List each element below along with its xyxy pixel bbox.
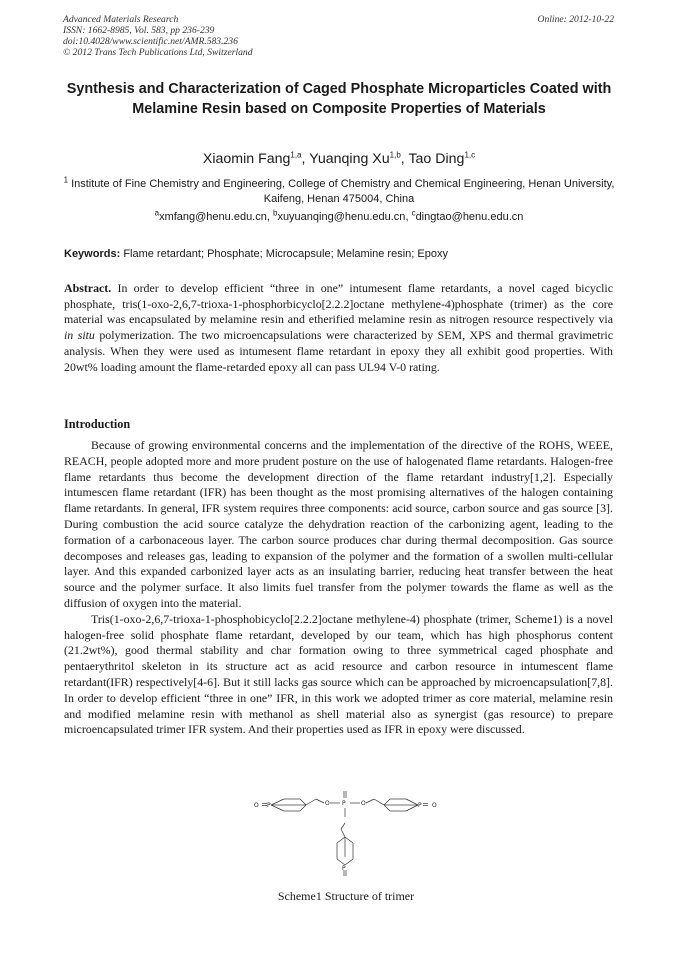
atom-label: P	[342, 800, 346, 807]
affiliation	[60, 177, 618, 207]
keywords	[64, 247, 616, 262]
keywords-label: Keywords:	[64, 248, 121, 260]
email-address[interactable]: xmfang@henu.edu.cn	[159, 211, 267, 223]
email-superscript: b	[272, 208, 278, 218]
atom-label: O	[325, 800, 330, 807]
introduction-paragraph-1: Because of growing environmental concerns and the implementation of the directive of the ROHS, WEEE, REACH, people adopted more and more prudent posture on the use of halogenated flame retardants. Halogen-free flame retardants thus become the development direction of the flame retardant industry[1,2]. Especially intumescen flame retardant (IFR) has been thought as the most promising alternatives of the halogen containing flame retardants. In general, IFR system requires three components: acid source, carbon source and gas source [3]. During combustion the acid source catalyze the dehydration reaction of the carbonizing agent, leading to the formation of a carbonaceous layer. The carbon source produces char during thermal decomposition. Gas source decomposes and releases gas, leading to expansion of the polymer and the formation of a swollen multi-cellular layer. And this expanded carbonized layer acts as an insulating barrier, reducing heat transfer between the heat source and the polymer surface. It also limits fuel transfer from the polymer towards the flame as well as the diffusion of oxygen into the material.	[64, 438, 613, 610]
introduction-paragraph-2: Tris(1-oxo-2,6,7-trioxa-1-phosphobicyclo[2.2.2]octane methylene-4) phosphate (trimer, Scheme1) is a novel halogen-free solid phosphate flame retardant, developed by our team, which has high phosphorus content (21.2wt%), good thermal stability and char formation owing to three symmetrical caged phosphate and pentaerythritol skeleton in its structure act as acid resource and carbon resource in intumescent flame retardant(IFR) respectively[4-6]. But it still lacks gas source which can be approached by microencapsulation[7,8]. In order to develop efficient “three in one” IFR, in this work we adopted trimer as core material, melamine resin and modified melamine resin with methanol as shell material also as synergist (gas resource) to prepare microencapsulated trimer IFR system. And their properties used as IFR in epoxy were discussed.	[64, 611, 613, 737]
affiliation-superscript: 1	[63, 175, 69, 185]
author-name: Yuanqing Xu	[309, 151, 390, 167]
email-address[interactable]: xuyuanqing@henu.edu.cn	[277, 211, 406, 223]
abstract	[64, 281, 613, 375]
keywords-text: Flame retardant; Phosphate; Microcapsule; Melamine resin; Epoxy	[123, 248, 448, 260]
atom-label: O	[254, 802, 259, 809]
doi-line: doi:10.4028/www.scientific.net/AMR.583.236	[63, 36, 238, 47]
author-superscript: 1,b	[389, 150, 401, 160]
atom-label: P	[267, 802, 271, 809]
affiliation-text: Institute of Fine Chemistry and Engineering, College of Chemistry and Chemical Engineering, Henan University, Kaifeng, Henan 475004, China	[71, 178, 615, 205]
atom-label: P	[418, 802, 422, 809]
author-superscript: 1,a	[290, 150, 302, 160]
atom-label: O	[432, 802, 437, 809]
author-separator: ,	[400, 151, 409, 167]
paper-title: Synthesis and Characterization of Caged Phosphate Microparticles Coated with Melamine Resin based on Composite Properties of Materials	[66, 81, 612, 117]
online-date: Online: 2012-10-22	[537, 14, 614, 25]
author-name: Xiaomin Fang	[202, 151, 291, 167]
author-name: Tao Ding	[408, 151, 465, 167]
abstract-text-continued: polymerization. The two microencapsulations were characterized by SEM, XPS and thermal gravimetric analysis. When they were used as intumesent flame retardant in epoxy they all exhibit good properties. With 20wt% loading amount the flame-retarded epoxy all can pass UL94 V-0 rating.	[64, 328, 613, 374]
author-superscript: 1,c	[464, 150, 476, 160]
author-separator: ,	[301, 151, 310, 167]
abstract-text: In order to develop efficient “three in one” intumesent flame retardants, a novel caged bicyclic phosphate, tris(1-oxo-2,6,7-trioxa-1-phosphorbicyclo[2.2.2]octane methylene-4)phosphate (trimer) as the core material was encapsulated by melamine resin and etherified melamine resin as nitrogen resource respectively via	[64, 281, 613, 327]
introduction-heading: Introduction	[64, 417, 131, 431]
issn-line: ISSN: 1662-8985, Vol. 583, pp 236-239	[63, 25, 215, 36]
trimer-structure-diagram	[250, 787, 440, 879]
email-address[interactable]: dingtao@henu.edu.cn	[415, 211, 524, 223]
scheme-caption: Scheme1 Structure of trimer	[277, 889, 415, 903]
introduction-body	[64, 438, 613, 738]
email-separator: ,	[405, 211, 412, 223]
email-list	[60, 210, 618, 225]
atom-label: P	[342, 865, 346, 872]
abstract-label: Abstract.	[64, 281, 112, 295]
copyright-line: © 2012 Trans Tech Publications Ltd, Switzerland	[63, 47, 253, 58]
email-separator: ,	[266, 211, 273, 223]
journal-name: Advanced Materials Research	[63, 14, 179, 25]
author-list	[60, 149, 618, 169]
email-superscript: a	[154, 208, 160, 218]
journal-header	[63, 14, 253, 58]
abstract-italic-text: in situ	[64, 328, 95, 343]
atom-label: O	[361, 800, 366, 807]
email-superscript: c	[411, 208, 416, 218]
